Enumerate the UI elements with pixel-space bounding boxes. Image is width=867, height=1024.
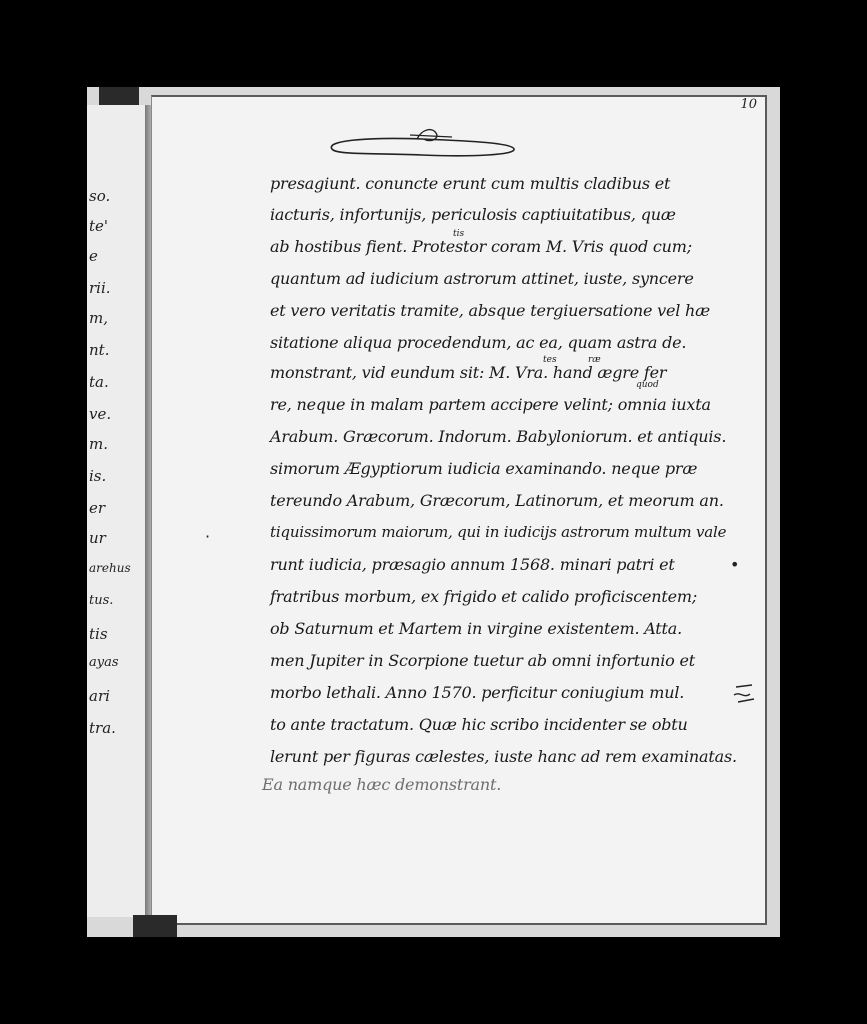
left-fragment: rii. (89, 279, 111, 297)
text-line: men Jupiter in Scorpione tuetur ab omni infortunio et (270, 651, 695, 670)
left-fragment: ve. (89, 405, 112, 423)
text-line: iacturis, infortunijs, periculosis captiuitatibus, quæ (270, 205, 676, 224)
left-fragment: ta. (89, 373, 109, 391)
text-line: tereundo Arabum, Græcorum, Latinorum, et meorum an. (270, 491, 724, 510)
superscript-abbreviation: tes (543, 355, 557, 365)
margin-dot-icon: • (730, 555, 740, 574)
text-line: Arabum. Græcorum. Indorum. Babyloniorum. et antiquis. (270, 427, 727, 446)
text-line: quantum ad iudicium astrorum attinet, iuste, syncere (270, 269, 694, 288)
binding-tab-top (99, 87, 139, 105)
text-line: et vero veritatis tramite, absque tergiuersatione vel hæ (270, 301, 710, 320)
text-line: re, neque in malam partem accipere velint; omnia iuxta (270, 395, 711, 414)
margin-dot-icon: · (205, 527, 211, 546)
left-fragment: ari (89, 687, 110, 705)
left-fragment: er (89, 499, 106, 517)
text-line: tiquissimorum maiorum, qui in iudicijs astrorum multum vale (270, 523, 727, 541)
text-line: ob Saturnum et Martem in virgine existentem. Atta. (270, 619, 682, 638)
text-line-faded: Ea namque hæc demonstrant. (262, 775, 502, 794)
text-line: monstrant, vid eundum sit: M. Vra. hand ægre fer (270, 363, 667, 382)
left-fragment: ur (89, 529, 106, 547)
left-page-fragment (87, 105, 147, 917)
left-fragment: so. (89, 187, 111, 205)
folio-number: 10 (740, 97, 757, 112)
text-line: sitatione aliqua procedendum, ac ea, quam astra de. (270, 333, 687, 352)
document-frame (87, 87, 780, 937)
left-fragment: tus. (89, 593, 114, 608)
text-line: morbo lethali. Anno 1570. perficitur coniugium mul. (270, 683, 685, 702)
left-fragment: ayas (89, 655, 119, 670)
interlinear-insertion: quod (636, 380, 659, 390)
binding-tab-bottom (133, 915, 177, 937)
text-line: presagiunt. conuncte erunt cum multis cladibus et (270, 174, 671, 193)
text-line: fratribus morbum, ex frigido et calido proficiscentem; (270, 587, 698, 606)
margin-mark-icon (732, 681, 758, 707)
decorative-flourish-icon (322, 121, 522, 161)
left-fragment: m, (89, 309, 108, 327)
left-fragment: is. (89, 467, 107, 485)
text-line: simorum Ægyptiorum iudicia examinando. neque præ (270, 459, 698, 478)
left-fragment: nt. (89, 341, 110, 359)
superscript-abbreviation: tis (453, 229, 465, 239)
left-fragment: e (89, 247, 98, 265)
left-fragment: te' (89, 217, 109, 235)
left-fragment: tra. (89, 719, 116, 737)
text-line: ab hostibus fient. Protestor coram M. Vris quod cum; (270, 237, 692, 256)
text-line: lerunt per figuras cælestes, iuste hanc ad rem examinatas. (270, 747, 737, 766)
left-fragment: tis (89, 625, 108, 643)
text-line: to ante tractatum. Quæ hic scribo incidenter se obtu (270, 715, 688, 734)
left-fragment: arehus (89, 561, 131, 575)
text-line: runt iudicia, præsagio annum 1568. minari patri et (270, 555, 675, 574)
left-fragment: m. (89, 435, 108, 453)
manuscript-page (151, 95, 767, 925)
superscript-abbreviation: ræ (588, 355, 601, 365)
